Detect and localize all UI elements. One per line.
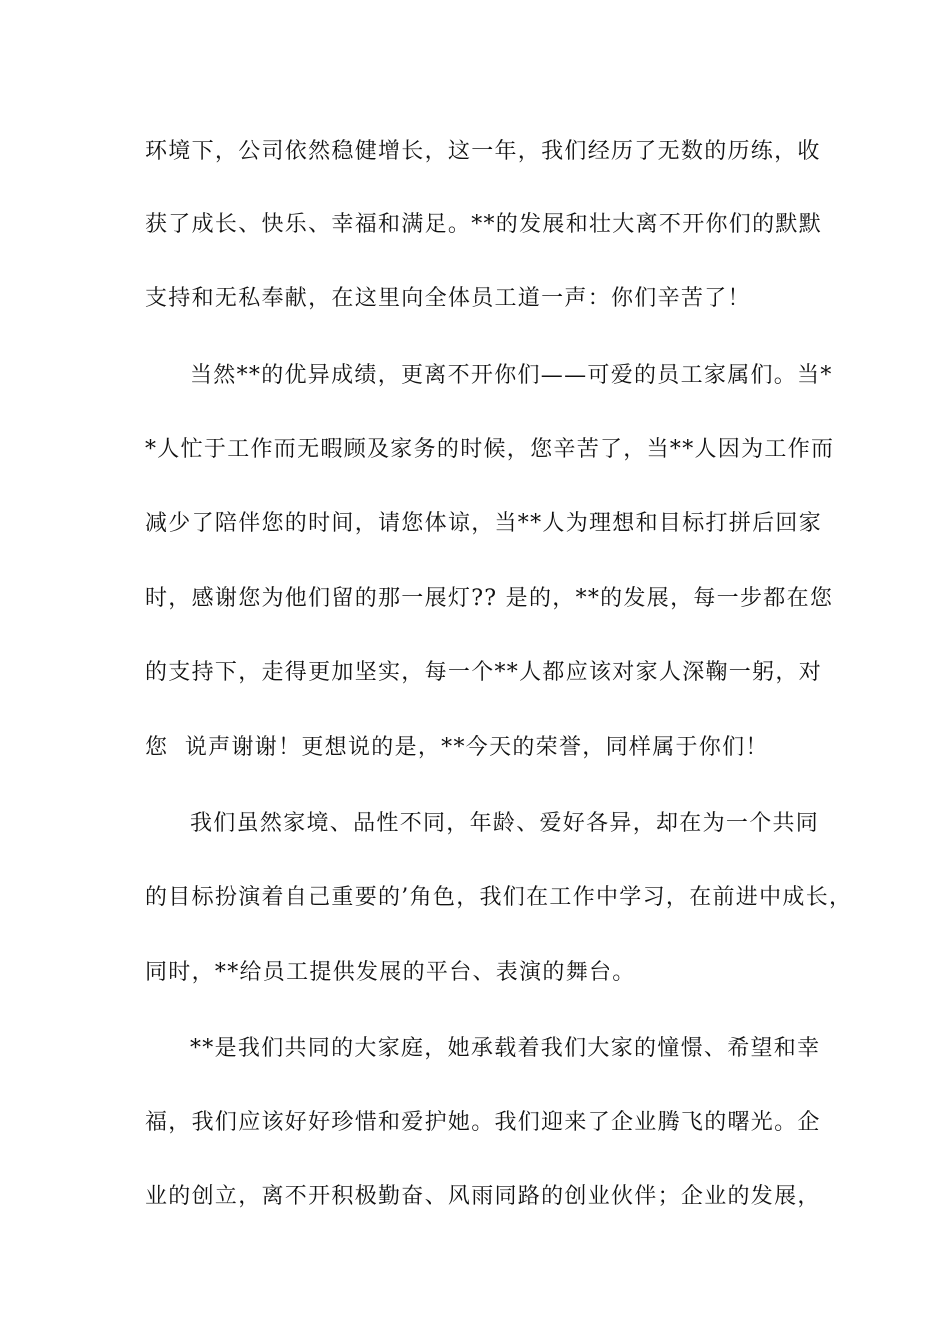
text-line: 同时，**给员工提供发展的平台、表演的舞台。 — [145, 960, 636, 985]
paragraph-first-line: 我们虽然家境、品性不同，年龄、爱好各异，却在为一个共同 — [190, 811, 820, 836]
text-line: 减少了陪伴您的时间，请您体谅，当**人为理想和目标打拼后回家 — [145, 511, 823, 536]
text-line: 的支持下，走得更加坚实，每一个**人都应该对家人深鞠一躬，对 — [145, 660, 823, 685]
paragraph-first-line: **是我们共同的大家庭，她承载着我们大家的憧憬、希望和幸 — [190, 1036, 821, 1061]
text-line: 获了成长、快乐、幸福和满足。**的发展和壮大离不开你们的默默 — [145, 212, 823, 237]
text-line: 业的创立，离不开积极勤奋、风雨同路的创业伙伴；企业的发展， — [145, 1184, 821, 1209]
text-line: 福，我们应该好好珍惜和爱护她。我们迎来了企业腾飞的曙光。企 — [145, 1110, 821, 1135]
text-line: 环境下，公司依然稳健增长，这一年，我们经历了无数的历练，收 — [145, 139, 821, 164]
text-line: 的目标扮演着自己重要的’角色，我们在工作中学习，在前进中成长， — [145, 885, 853, 910]
text-line: *人忙于工作而无暇顾及家务的时候，您辛苦了，当**人因为工作而 — [145, 437, 835, 462]
paragraph-first-line: 当然**的优异成绩，更离不开你们——可爱的员工家属们。当* — [190, 363, 833, 388]
text-line: 支持和无私奉献，在这里向全体员工道一声：你们辛苦了！ — [145, 286, 751, 311]
text-line: 时，感谢您为他们留的那一展灯?? 是的，**的发展，每一步都在您 — [145, 586, 834, 611]
text-line: 您 说声谢谢！更想说的是，**今天的荣誉，同样属于你们！ — [145, 735, 769, 760]
